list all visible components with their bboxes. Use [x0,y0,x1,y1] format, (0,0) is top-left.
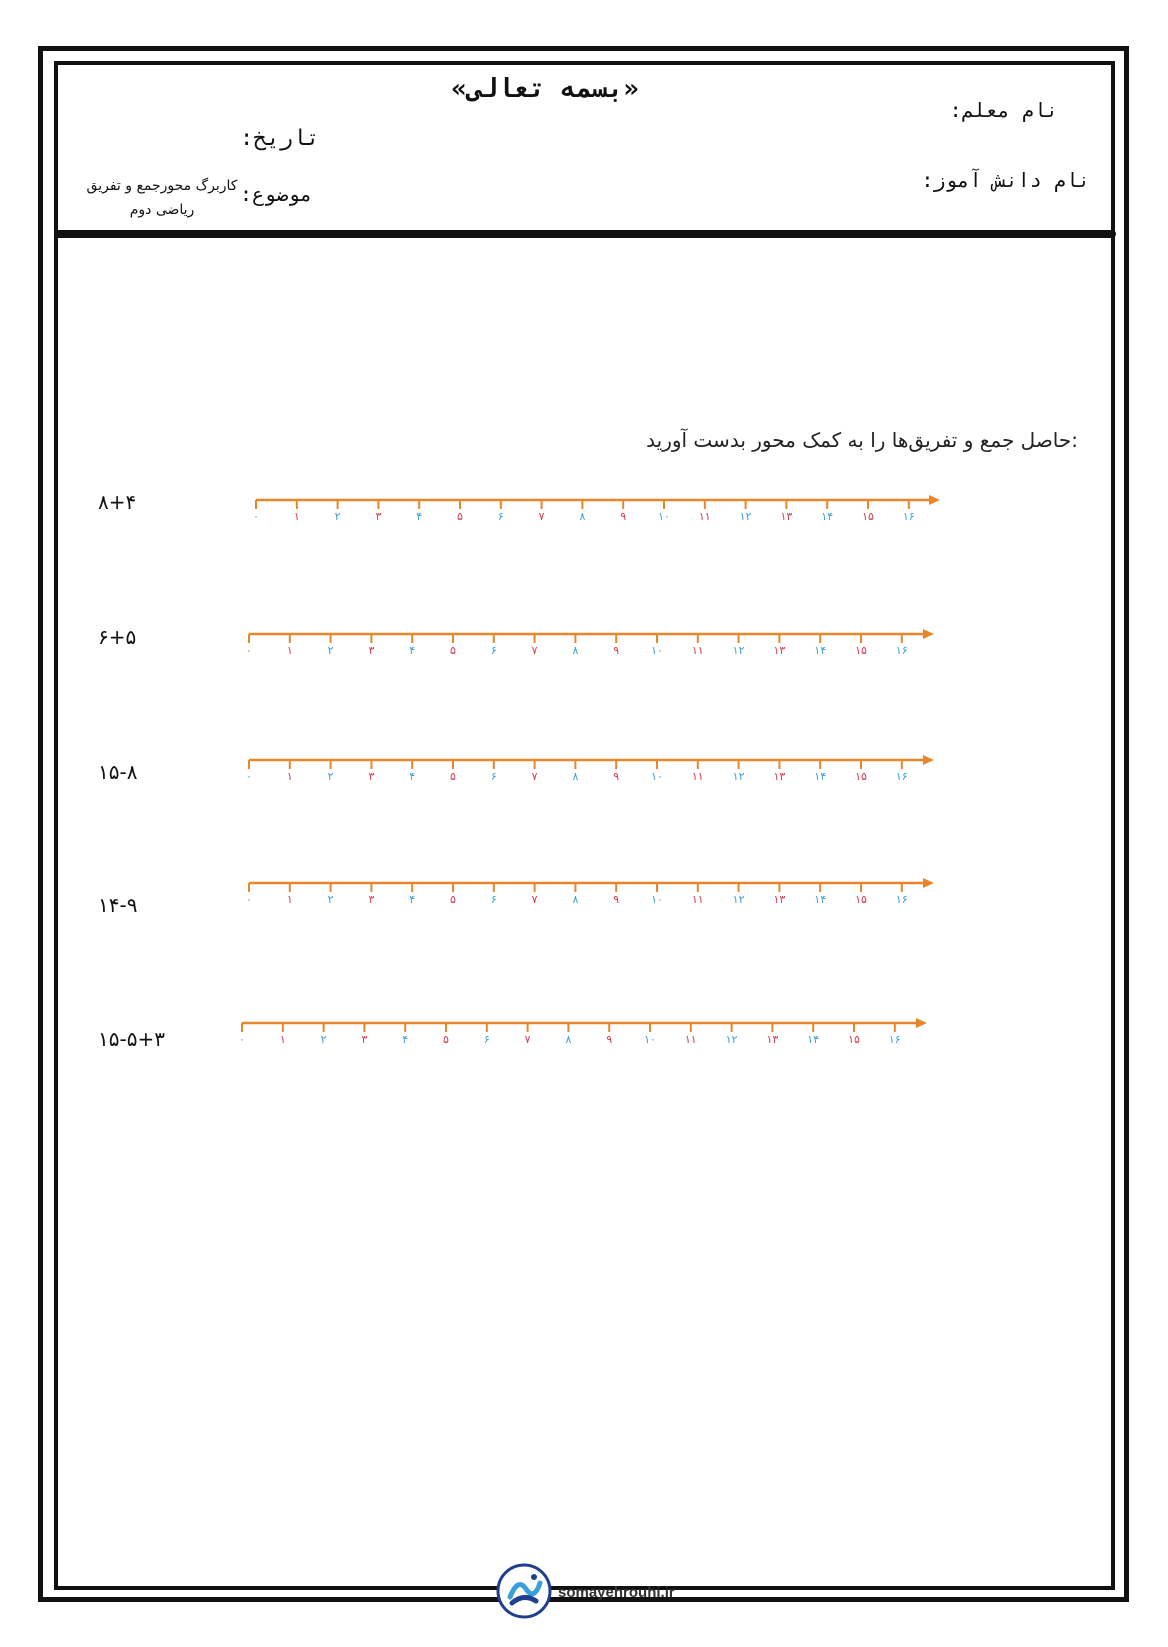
axis-tick-label: ۱۶ [902,510,915,523]
axis-tick-label: ۸ [579,510,586,523]
axis-tick-label: ۶ [490,644,497,657]
problem-expression: ۱۴-۹ [98,893,138,917]
axis-tick-label: ۲ [327,770,334,783]
axis-tick-label: ۷ [531,644,538,657]
axis-tick-label: ۴ [416,510,423,523]
date-label: تاریخ: [240,126,320,151]
axis-tick-label: ۲ [327,644,334,657]
axis-tick-label: ۵ [457,510,463,523]
axis-tick-label: ۵ [450,893,456,906]
page-title: «بسمه تعالی» [451,74,639,104]
axis-tick-label: ۱۴ [807,1033,820,1046]
axis-tick-label: ۵ [443,1033,449,1046]
axis-tick-label: ۴ [402,1033,409,1046]
axis-tick-label: ۰ [246,644,252,657]
axis-tick-label: ۹ [620,510,627,523]
axis-tick-label: ۱۱ [684,1033,697,1046]
axis-tick-label: ۱۱ [698,510,711,523]
axis-tick-label: ۱۰ [651,893,663,906]
axis-tick-label: ۰ [246,770,252,783]
axis-tick-label: ۸ [572,893,579,906]
axis-tick-label: ۶ [497,510,504,523]
axis-tick-label: ۱۱ [691,644,704,657]
axis-tick-label: ۱۵ [855,893,867,906]
axis-tick-label: ۰ [239,1033,245,1046]
axis-tick-label: ۲ [327,893,334,906]
axis-tick-label: ۴ [409,893,416,906]
axis-tick-label: ۰ [246,893,252,906]
axis-tick-label: ۱۰ [644,1033,656,1046]
axis-tick-label: ۲ [320,1033,327,1046]
teacher-name-label: نام معلم: [949,98,1058,122]
axis-tick-label: ۷ [538,510,545,523]
axis-tick-label: ۳ [368,893,375,906]
axis-tick-label: ۷ [531,770,538,783]
axis-tick-label: ۳ [368,770,375,783]
axis-tick-label: ۱۲ [725,1033,738,1046]
axis-tick-label: ۹ [613,644,620,657]
axis-tick-label: ۱ [286,770,293,783]
student-name-label: نام دانش آموز: [921,168,1090,192]
axis-tick-label: ۱۲ [739,510,752,523]
axis-tick-label: ۱۱ [691,893,704,906]
axis-tick-label: ۱۶ [888,1033,901,1046]
axis-tick-label: ۱ [279,1033,286,1046]
axis-tick-label: ۱۰ [651,770,663,783]
problem-expression: ۸+۴ [98,490,137,514]
axis-tick-label: ۱۳ [766,1033,779,1046]
axis-tick-label: ۱۴ [814,893,827,906]
inner-border [54,61,1115,1590]
axis-tick-label: ۴ [409,644,416,657]
axis-tick-label: ۱۰ [651,644,663,657]
axis-tick-label: ۵ [450,644,456,657]
problem-expression: ۶+۵ [98,625,137,649]
axis-tick-label: ۸ [572,770,579,783]
axis-tick-label: ۱۱ [691,770,704,783]
axis-tick-label: ۸ [565,1033,572,1046]
axis-tick-label: ۱۶ [895,770,908,783]
axis-tick-label: ۱۳ [773,893,786,906]
axis-tick-label: ۴ [409,770,416,783]
axis-tick-label: ۸ [572,644,579,657]
axis-tick-label: ۱۵ [848,1033,860,1046]
axis-tick-label: ۶ [490,770,497,783]
axis-tick-label: ۱۵ [855,770,867,783]
subject-value-line1: کاربرگ محورجمع و تفریق [86,178,238,194]
axis-tick-label: ۷ [531,893,538,906]
axis-tick-label: ۵ [450,770,456,783]
instruction-text: :حاصل جمع و تفریق‌ها را به کمک محور بدست آورید [646,428,1078,452]
axis-tick-label: ۱ [286,893,293,906]
axis-tick-label: ۱۲ [732,770,745,783]
axis-tick-label: ۷ [524,1033,531,1046]
axis-tick-label: ۱۶ [895,644,908,657]
axis-tick-label: ۱۵ [855,644,867,657]
site-logo-icon [496,1563,552,1619]
axis-tick-label: ۱۳ [780,510,793,523]
axis-tick-label: ۱۴ [821,510,834,523]
axis-tick-label: ۰ [253,510,259,523]
axis-tick-label: ۶ [483,1033,490,1046]
header-divider [54,230,1116,238]
axis-tick-label: ۲ [334,510,341,523]
axis-tick-label: ۱۳ [773,770,786,783]
site-url: somayehrouhi.ir [558,1584,675,1601]
axis-tick-label: ۹ [613,770,620,783]
axis-tick-label: ۱ [293,510,300,523]
axis-tick-label: ۹ [606,1033,613,1046]
subject-label: موضوع: [240,182,313,206]
axis-tick-label: ۱۶ [895,893,908,906]
axis-tick-label: ۱۰ [658,510,670,523]
axis-tick-label: ۱۲ [732,644,745,657]
axis-tick-label: ۳ [368,644,375,657]
axis-tick-label: ۱۴ [814,770,827,783]
problem-expression: ۱۵-۵+۳ [98,1027,165,1051]
axis-tick-label: ۶ [490,893,497,906]
axis-tick-label: ۳ [375,510,382,523]
problem-expression: ۱۵-۸ [98,760,138,784]
axis-tick-label: ۱ [286,644,293,657]
subject-value-line2: ریاضی دوم [129,202,195,218]
axis-tick-label: ۹ [613,893,620,906]
axis-tick-label: ۱۵ [862,510,874,523]
axis-tick-label: ۱۴ [814,644,827,657]
axis-tick-label: ۳ [361,1033,368,1046]
axis-tick-label: ۱۳ [773,644,786,657]
axis-tick-label: ۱۲ [732,893,745,906]
